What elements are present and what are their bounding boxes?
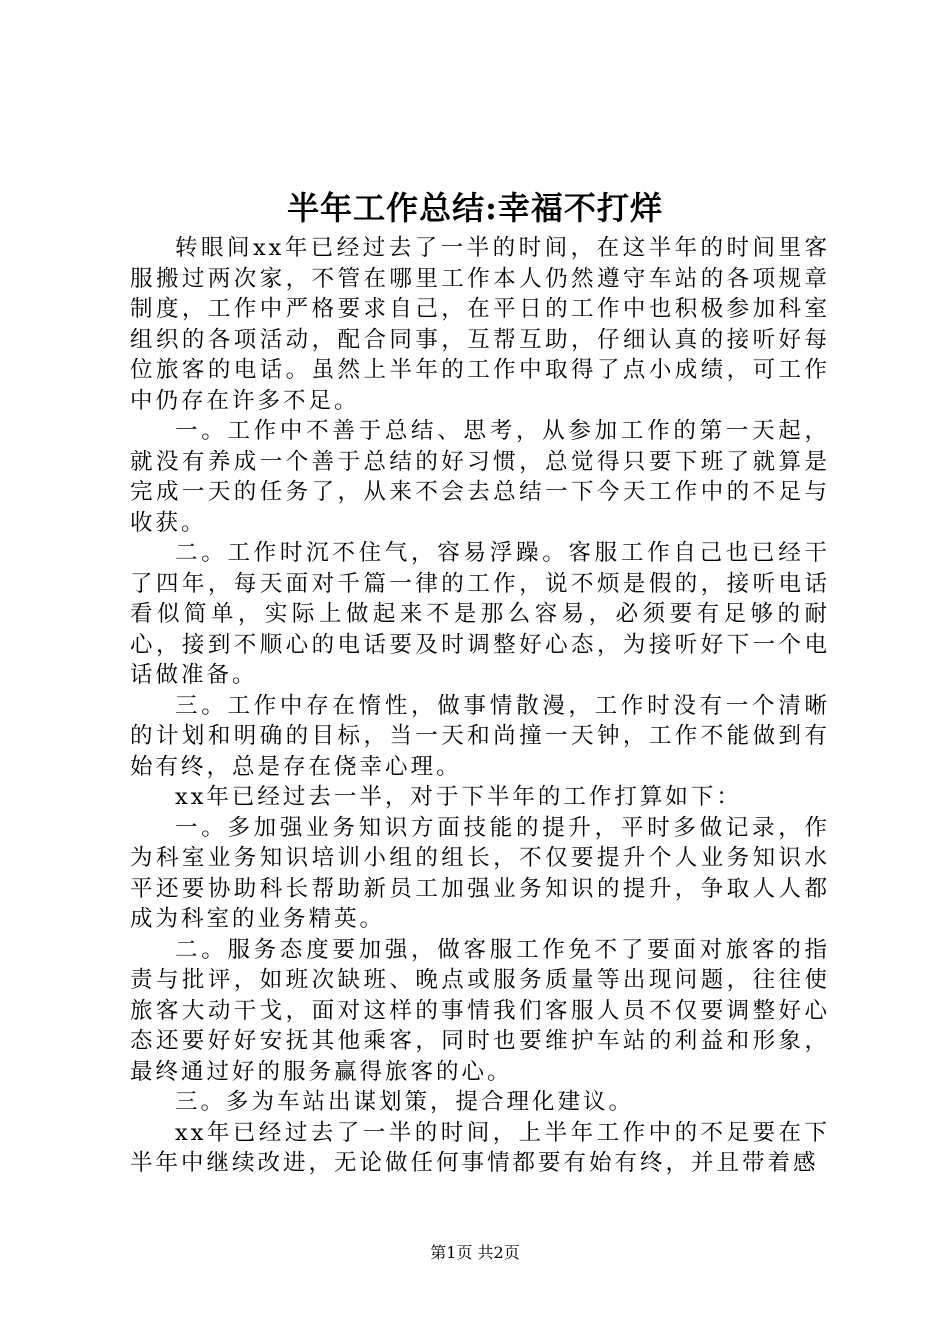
paragraph-shortcoming-3: 三。工作中存在惰性，做事情散漫，工作时没有一个清晰的计划和明确的目标，当一天和尚撞一天钟，工作不能做到有始有终，总是存在侥幸心理。: [130, 692, 830, 780]
paragraph-conclusion: xx年已经过去了一半的时间，上半年工作中的不足要在下半年中继续改进，无论做任何事情都要有始有终，并且带着感: [130, 1119, 830, 1176]
page-number: 第1页 共2页: [430, 1243, 520, 1262]
paragraph-plan-3: 三。多为车站出谋划策，提合理化建议。: [175, 1089, 635, 1115]
paragraph-shortcoming-2: 二。工作时沉不住气，容易浮躁。客服工作自己也已经干了四年，每天面对千篇一律的工作，说不烦是假的，接听电话看似简单，实际上做起来不是那么容易，必须要有足够的耐心，接到不顺心的电话要及时调整好心态，为接听好下一个电话做准备。: [130, 540, 830, 688]
document-title: 半年工作总结:幸福不打烊: [287, 189, 663, 227]
paragraph-intro: 转眼间xx年已经过去了一半的时间，在这半年的时间里客服搬过两次家，不管在哪里工作本人仍然遵守车站的各项规章制度，工作中严格要求自己，在平日的工作中也积极参加科室组织的各项活动，配合同事，互帮互助，仔细认真的接听好每位旅客的电话。虽然上半年的工作中取得了点小成绩，可工作中仍存在许多不足。: [130, 235, 830, 414]
paragraph-shortcoming-1: 一。工作中不善于总结、思考，从参加工作的第一天起，就没有养成一个善于总结的好习惯，总觉得只要下班了就算是完成一天的任务了，从来不会去总结一下今天工作中的不足与收获。: [130, 418, 830, 536]
paragraph-plan-1: 一。多加强业务知识方面技能的提升，平时多做记录，作为科室业务知识培训小组的组长，不仅要提升个人业务知识水平还要协助科长帮助新员工加强业务知识的提升，争取人人都成为科室的业务精英。: [130, 814, 830, 932]
paragraph-plan-intro: xx年已经过去一半，对于下半年的工作打算如下：: [175, 784, 742, 810]
document-body: [130, 233, 830, 1179]
paragraph-plan-2: 二。服务态度要加强，做客服工作免不了要面对旅客的指责与批评，如班次缺班、晚点或服务质量等出现问题，往往使旅客大动干戈，面对这样的事情我们客服人员不仅要调整好心态还要好好安抚其他乘客，同时也要维护车站的利益和形象，最终通过好的服务赢得旅客的心。: [130, 936, 830, 1085]
